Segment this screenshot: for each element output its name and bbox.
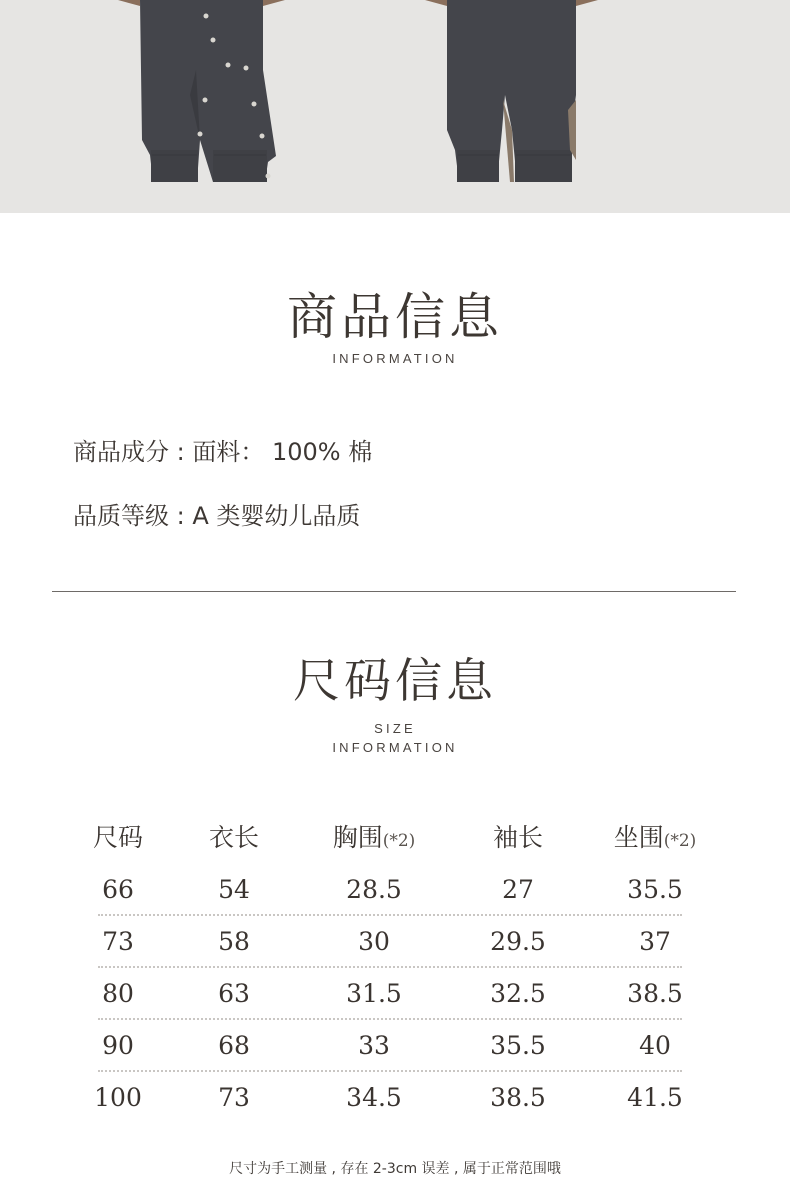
cell-chest: 28.5: [346, 875, 402, 904]
product-info-subtitle: INFORMATION: [332, 351, 458, 366]
table-row: [0, 1020, 790, 1072]
fabric-composition: 商品成分 : 面料： 100% 棉: [73, 438, 373, 466]
size-table: [0, 812, 790, 1124]
product-info-title: 商品信息: [287, 288, 503, 346]
cell-sleeve: 38.5: [490, 1083, 546, 1112]
header-label: 袖长: [492, 823, 544, 852]
cell-chest: 30: [358, 927, 390, 956]
measurement-footnote: 尺寸为手工测量 , 存在 2-3cm 误差 , 属于正常范围哦: [229, 1161, 561, 1177]
cell-chest: 34.5: [346, 1083, 402, 1112]
size-info-title: 尺码信息: [293, 654, 497, 709]
cell-size: 100: [94, 1083, 142, 1112]
cell-chest: 33: [358, 1031, 390, 1060]
table-row: [0, 864, 790, 916]
cell-hip: 38.5: [627, 979, 683, 1008]
quality-grade: 品质等级 : A 类婴幼儿品质: [73, 502, 361, 530]
header-size: [93, 812, 143, 864]
cell-chest: 31.5: [346, 979, 402, 1008]
cell-length: 58: [218, 927, 250, 956]
cell-length: 54: [218, 875, 250, 904]
cell-hip: 37: [639, 927, 671, 956]
header-label: 衣长: [208, 823, 260, 852]
header-length: [209, 812, 259, 864]
cell-sleeve: 27: [502, 875, 534, 904]
table-row: [0, 968, 790, 1020]
romper-back: [425, 0, 598, 182]
cell-size: 90: [102, 1031, 134, 1060]
cell-size: 66: [102, 875, 134, 904]
romper-front: [118, 0, 285, 182]
romper-illustration: [0, 0, 790, 213]
table-row: [0, 916, 790, 968]
header-sleeve: [493, 812, 543, 864]
header-note: (*2): [382, 831, 416, 851]
table-header-row: [0, 812, 790, 864]
table-row: [0, 1072, 790, 1124]
cell-size: 73: [102, 927, 134, 956]
cell-sleeve: 32.5: [490, 979, 546, 1008]
size-info-subtitle-size: SIZE: [374, 721, 416, 736]
header-note: (*2): [663, 831, 697, 851]
size-info-subtitle-information: INFORMATION: [332, 740, 458, 755]
section-divider: [52, 591, 736, 592]
cell-hip: 35.5: [627, 875, 683, 904]
header-hip: [614, 812, 697, 864]
header-label: 尺码: [92, 823, 144, 852]
product-photo: [0, 0, 790, 213]
cell-hip: 40: [639, 1031, 671, 1060]
header-label: 胸围: [332, 823, 383, 852]
cell-sleeve: 35.5: [490, 1031, 546, 1060]
cell-sleeve: 29.5: [490, 927, 546, 956]
header-chest: [333, 812, 416, 864]
cell-length: 73: [218, 1083, 250, 1112]
header-label: 坐围: [613, 823, 664, 852]
cell-size: 80: [102, 979, 134, 1008]
cell-length: 68: [218, 1031, 250, 1060]
cell-hip: 41.5: [627, 1083, 683, 1112]
cell-length: 63: [218, 979, 250, 1008]
